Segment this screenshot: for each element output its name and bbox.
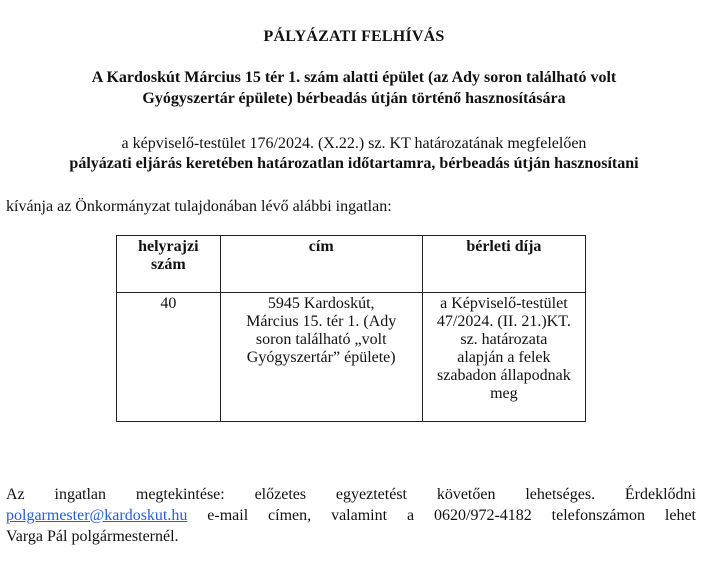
cell-berleti-dij [422, 293, 585, 422]
property-table [116, 235, 586, 422]
dij-line-5: szabadon állapodnak [437, 367, 571, 384]
cell-hrsz: 40 [117, 293, 221, 422]
subtitle-line-2: Gyógyszertár épülete) bérbeadás útján történő hasznosítására [142, 90, 566, 107]
table-row [117, 293, 586, 422]
email-link[interactable]: polgarmester@kardoskut.hu [6, 507, 188, 524]
contact-paragraph [6, 484, 696, 547]
cell-cim [220, 293, 422, 422]
cim-line-1: 5945 Kardoskút, [267, 295, 375, 312]
kivanja-text: kívánja az Önkormányzat tulajdonában lévő alábbi ingatlan: [6, 198, 392, 215]
cim-line-4: Gyógyszertár” épülete) [246, 349, 396, 366]
header-helyrajzi-szam [117, 236, 221, 293]
page-title: PÁLYÁZATI FELHÍVÁS [263, 28, 445, 45]
dij-line-2: 47/2024. (II. 21.)KT. [436, 313, 571, 330]
dij-line-3: sz. határozata [460, 331, 548, 348]
footer-line-3: Varga Pál polgármesternél. [6, 528, 179, 545]
header-helyrajzi-line2: szám [150, 256, 186, 273]
footer-line-2-rest: e-mail címen, valamint a 0620/972-4182 telefonszámon lehet [187, 507, 696, 524]
subtitle-line-1: A Kardoskút Március 15 tér 1. szám alatti épület (az Ady soron található volt [91, 69, 617, 86]
header-helyrajzi-line1: helyrajzi [138, 238, 199, 255]
header-cim: cím [220, 236, 422, 293]
cim-line-3: soron található „volt [255, 331, 387, 348]
intro-line-1: a képviselő-testület 176/2024. (X.22.) sz. KT határozatának megfelelően [121, 135, 587, 152]
header-berleti-dij: bérleti díja [422, 236, 585, 293]
dij-line-6: meg [490, 385, 518, 402]
dij-line-4: alapján a felek [457, 349, 551, 366]
table-header-row [117, 236, 586, 293]
footer-line-1: Az ingatlan megtekintése: előzetes egyeztetést követően lehetséges. Érdeklődni [6, 486, 696, 503]
intro-line-2: pályázati eljárás keretében határozatlan időtartamra, bérbeadás útján hasznosítani [69, 155, 639, 172]
dij-line-1: a Képviselő-testület [440, 295, 568, 312]
footer-line-2 [6, 505, 696, 526]
cim-line-2: Március 15. tér 1. (Ady [246, 313, 397, 330]
